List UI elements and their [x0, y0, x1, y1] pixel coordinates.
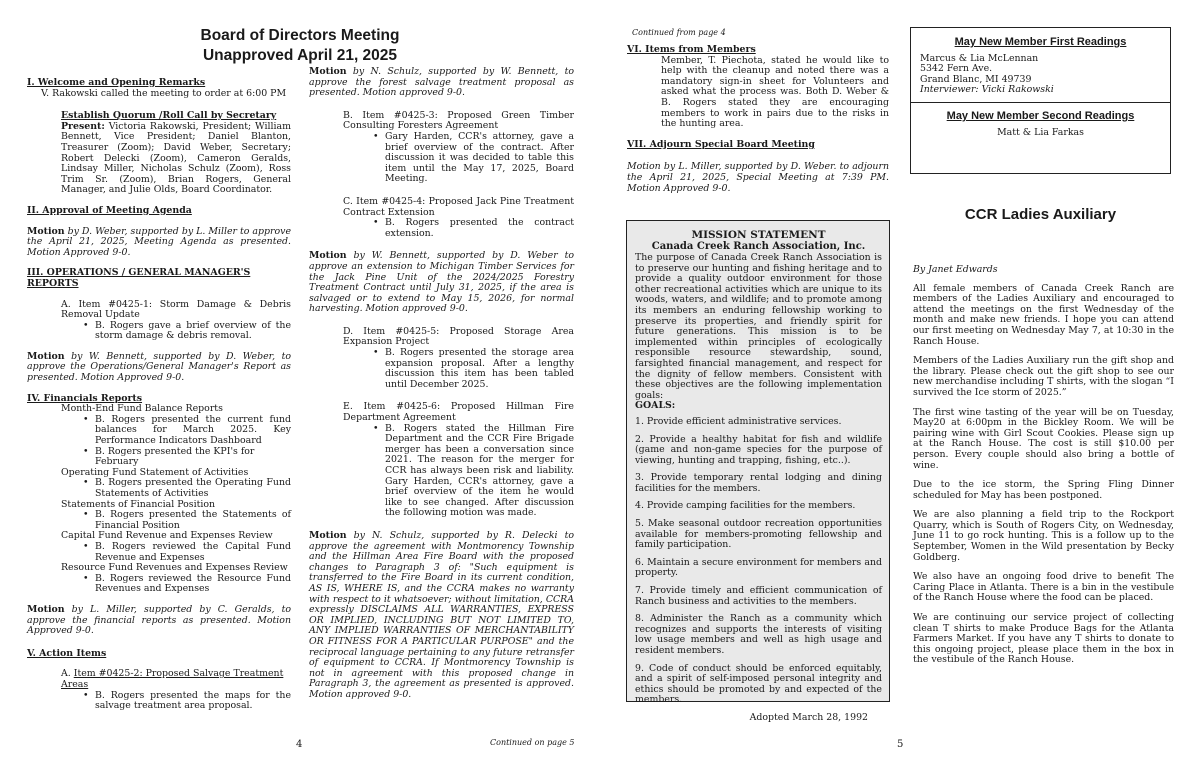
goal-7: 7. Provide timely and efficient communication of Ranch business and activities to the members. — [635, 585, 882, 607]
goal-8: 8. Administer the Ranch as a community which recognizes and supports the interests of visiting low usage members and well as high usage and resident members. — [635, 613, 882, 656]
new-member-box — [910, 27, 1171, 174]
present-paragraph: Present: Victoria Rakowski, President; William Bennett, Vice President; Daniel Blanton, Treasurer (Zoom); David Weber, Secretary; Robert Delecki (Zoom), Cameron Geralds, Lindsay Miller, Nicholas Schulz (Zoom), Ross Trim Sr. (Zoom), Brian Rogers, General Manager, and Julie Olds, Board Coordinator. — [61, 120, 291, 196]
section-5-bullet-a: • B. Rogers presented the maps for the salvage treatment area proposal. — [81, 691, 291, 712]
fin-bullet-5: • B. Rogers reviewed the Resource Fund Revenues and Expenses — [81, 574, 291, 595]
section-1-text: V. Rakowski called the meeting to order at 6:00 PM — [41, 87, 287, 99]
section-6-text: Member, T. Piechota, stated he would like to help with the cleanup and noted there was a mandatory sign-in sheet for Volunteers and asked what the process was. Both D. Weber & B. Rogers stated they are encouraging members to work in pairs due to the risks in the hunting area. — [661, 54, 889, 130]
quorum-heading: Establish Quorum /Roll Call by Secretary — [61, 110, 277, 122]
column-2 — [309, 67, 574, 700]
goals-label: GOALS: — [635, 400, 676, 412]
motion-jack-pine: Motion by W. Bennett, supported by D. Weber to approve an extension to Michigan Timber Services for the Jack Pine Unit of the 2024/2025 Forestry Treatment Contract until July 31, 2025, if the area is salvaged or to extend to May 15, 2026, for normal harvesting. Motion approved 9-0. — [309, 250, 574, 315]
motion-salvage: Motion by N. Schulz, supported by W. Bennett, to approve the forest salvage treatment proposal as presented. Motion approved 9-0. — [309, 66, 574, 99]
goal-6: 6. Maintain a secure environment for members and property. — [635, 556, 882, 579]
interviewer: Interviewer: Vicki Rakowski — [920, 84, 1054, 96]
motion-hillman: Motion by N. Schulz, supported by R. Delecki to approve the agreement with Montmorency Township and the Hillman Area Fire Board with the proposed changes to Paragraph 3 of: "Such equipment is transferred to the Fire Board in its current condition, AS IS, WHERE IS, and the CCRA makes no warranty with respect to it whatsoever; without limitation, CCRA expressly DISCLAIMS ALL WARRANTIES, EXPRESS OR IMPLIED, INCLUDING BUT NOT LIMITED TO, ANY IMPLIED WARRANTIES OF MERCHANTABILITY OR FITNESS FOR A PARTICULAR PURPOSE" and the reciprocal language pertaining to any future retransfer of equipment to CCRA. If Montmorency Township is not in agreement with this proposed change in Paragraph 3, the agreement as presented is approved. Motion approved 9-0. — [309, 529, 574, 700]
title-line-2: Unapproved April 21, 2025 — [202, 47, 398, 64]
second-readings-section — [911, 102, 1170, 138]
section-4-heading: IV. Financials Reports — [27, 392, 143, 404]
section-5-heading: V. Action Items — [27, 647, 107, 659]
item-b: B. Item #0425-3: Proposed Green Timber Consulting Foresters Agreement — [343, 109, 574, 132]
section-3-bullet: • B. Rogers gave a brief overview of the storm damage & debris removal. — [81, 321, 291, 342]
first-reading-street: 5342 Fern Ave. — [920, 63, 993, 75]
fin-bullet-1b: • B. Rogers presented the KPI's for February — [81, 447, 291, 468]
section-3-item: A. Item #0425-1: Storm Damage & Debris Removal Update — [61, 298, 291, 321]
goal-4: 4. Provide camping facilities for the members. — [635, 500, 856, 512]
fin-bullet-1: • B. Rogers presented the current fund balances for March 2025. Key Performance Indicators Dashboard — [81, 415, 291, 447]
fin-bullet-2: • B. Rogers presented the Operating Fund Statements of Activities — [81, 478, 291, 499]
fin-item-2: Operating Fund Statement of Activities — [61, 466, 249, 478]
fin-item-1: Month-End Fund Balance Reports — [61, 403, 223, 415]
page-number-4: 4 — [296, 739, 303, 750]
item-e-bullet: • B. Rogers stated the Hillman Fire Department and the CCR Fire Brigade merger has been a conversation since 2021. The reason for the merger for CCR has always been risk and liability. Gary Harden, CCR's attorney, gave a brief overview of the item he would like to see changed. After discussion the following motion was made. — [371, 424, 574, 519]
section-3-motion: Motion by W. Bennett, supported by D. Weber, to approve the Operations/General Manager's Report as presented. Motion Approved 9-0. — [27, 350, 291, 384]
adopted-date: Adopted March 28, 1992 — [749, 711, 868, 723]
fin-bullet-4: • B. Rogers reviewed the Capital Fund Revenue and Expenses — [81, 542, 291, 563]
continued-from-page-4: Continued from page 4 — [632, 28, 726, 37]
aux-paragraph-3: The first wine tasting of the year will be on Tuesday, May20 at 6:00pm in the Bickley Room. We will be pairing wine with Girl Scout Cookies. Please sign up at the Ranch House. The cost is still $10.00 per person. Every couple should also bring a bottle of wine. — [913, 406, 1174, 471]
ladies-auxiliary-title: CCR Ladies Auxiliary — [964, 206, 1117, 223]
goal-5: 5. Make seasonal outdoor recreation opportunities available for members-promoting fellowship and family participation. — [635, 518, 882, 551]
aux-paragraph-5: We are also planning a field trip to the Rockport Quarry, which is South of Rogers City, on Wednesday, June 11 to go rock hunting. This is a follow up to the September, Women in the Wild presentation by Becky Goldberg. — [913, 509, 1174, 563]
section-7-motion: Motion by L. Miller, supported by D. Weber. to adjourn the April 21, 2025, Special Meeting at 7:39 PM. Motion Approved 9-0. — [627, 161, 889, 194]
byline: By Janet Edwards — [913, 264, 998, 275]
goal-1: 1. Provide efficient administrative services. — [635, 415, 842, 427]
first-readings-section — [911, 28, 1170, 96]
item-c: C. Item #0425-4: Proposed Jack Pine Treatment Contract Extension — [343, 195, 574, 218]
section-1-heading: I. Welcome and Opening Remarks — [27, 77, 206, 88]
mission-statement-box — [626, 220, 890, 723]
mission-title: MISSION STATEMENT — [691, 229, 826, 241]
goal-3: 3. Provide temporary rental lodging and dining facilities for the members. — [635, 472, 882, 494]
item-d-bullet: • B. Rogers presented the storage area expansion proposal. After a lengthy discussion this item has been tabled until December 2025. — [371, 348, 574, 390]
first-readings-heading: May New Member First Readings — [954, 36, 1127, 48]
fin-item-3: Statements of Financial Position — [61, 498, 216, 510]
first-reading-name: Marcus & Lia McLennan — [920, 52, 1039, 64]
fin-bullet-3: • B. Rogers presented the Statements of Financial Position — [81, 510, 291, 531]
goal-9: 9. Code of conduct should be enforced equitably, and a spirit of self-imposed personal integrity and ethics should be promoted by and expected of the members. — [635, 662, 882, 706]
item-b-bullet: • Gary Harden, CCR's attorney, gave a brief overview of the contract. After discussion it was decided to table this item until the May 17, 2025, Board Meeting. — [371, 132, 574, 185]
item-c-bullet: • B. Rogers presented the contract extension. — [371, 218, 574, 239]
second-readings-heading: May New Member Second Readings — [946, 109, 1135, 122]
aux-paragraph-2: Members of the Ladies Auxiliary run the gift shop and the library. Please check out the gift shop to see our new merchandise including T shirts, with the slogan “I survived the Ice storm of 2025.” — [913, 355, 1174, 398]
section-2-heading: II. Approval of Meeting Agenda — [27, 204, 192, 216]
item-d: D. Item #0425-5: Proposed Storage Area Expansion Project — [343, 325, 574, 348]
mission-text: The purpose of Canada Creek Ranch Association is to preserve our hunting and fishing heritage and to provide a quality outdoor environment for those other recreational activities which are unique to its woods, waters, and wildlife; and to promote among its members an enduring fellowship working to preserve its properties, and friendly spirit for future generations. This mission is to be implemented within principles of ecologically responsible resource stewardship, sound, farsighted financial management, and respect for the dignity of fellow members. Consistent with these objectives are the following implementation goals: — [635, 252, 882, 401]
section-7-heading: VII. Adjourn Special Board Meeting — [627, 138, 815, 150]
second-readings-names: Matt & Lia Farkas — [997, 126, 1084, 138]
title-line-1: Board of Directors Meeting — [200, 27, 400, 44]
section-2-motion: Motion by D. Weber, supported by L. Miller to approve the April 21, 2025, Meeting Agenda as presented. Motion Approved 9-0. — [27, 225, 291, 258]
section-6-heading: VI. Items from Members — [627, 44, 756, 55]
board-meeting-title — [150, 26, 450, 66]
mission-org: Canada Creek Ranch Association, Inc. — [651, 241, 866, 252]
page-number-5: 5 — [897, 739, 904, 750]
aux-paragraph-7: We are continuing our service project of collecting clean T shirts to make Produce Bags for the Atlanta Farmers Market. If you have any T shirts to donate to this ongoing project, please place them in the box in the vestibule of the Ranch House. — [913, 612, 1174, 666]
column-4 — [913, 265, 1174, 666]
section-4-motion: Motion by L. Miller, supported by C. Geralds, to approve the financial reports as presented. Motion Approved 9-0. — [27, 603, 291, 637]
column-1 — [27, 78, 291, 712]
first-reading-city: Grand Blanc, MI 49739 — [920, 73, 1032, 85]
fin-item-5: Resource Fund Revenues and Expenses Review — [61, 562, 288, 574]
section-3-heading: III. OPERATIONS / GENERAL MANAGER'S REPORTS — [27, 267, 251, 289]
aux-paragraph-1: All female members of Canada Creek Ranch are members of the Ladies Auxiliary and encouraged to attend the meetings on the first Wednesday of the month and make new friends. I hope you can attend our first meeting on Wednesday May 7, at 10:30 in the Ranch House. — [913, 282, 1174, 347]
aux-paragraph-6: We also have an ongoing food drive to benefit The Caring Place in Atlanta. There is a bin in the vestibule of the Ranch House where the food can be placed. — [913, 571, 1174, 604]
section-5-item-a: A. Item #0425-2: Proposed Salvage Treatment Areas — [61, 668, 284, 690]
continued-on-page-5: Continued on page 5 — [490, 738, 575, 747]
item-e: E. Item #0425-6: Proposed Hillman Fire Department Agreement — [343, 401, 574, 424]
aux-paragraph-4: Due to the ice storm, the Spring Fling Dinner scheduled for May has been postponed. — [913, 479, 1174, 501]
fin-item-4: Capital Fund Revenue and Expenses Review — [61, 530, 273, 542]
column-3 — [627, 45, 889, 194]
goal-2: 2. Provide a healthy habitat for fish and wildlife (game and non-game species for the purpose of viewing, hunting and trapping, fishing, etc..). — [635, 433, 882, 466]
